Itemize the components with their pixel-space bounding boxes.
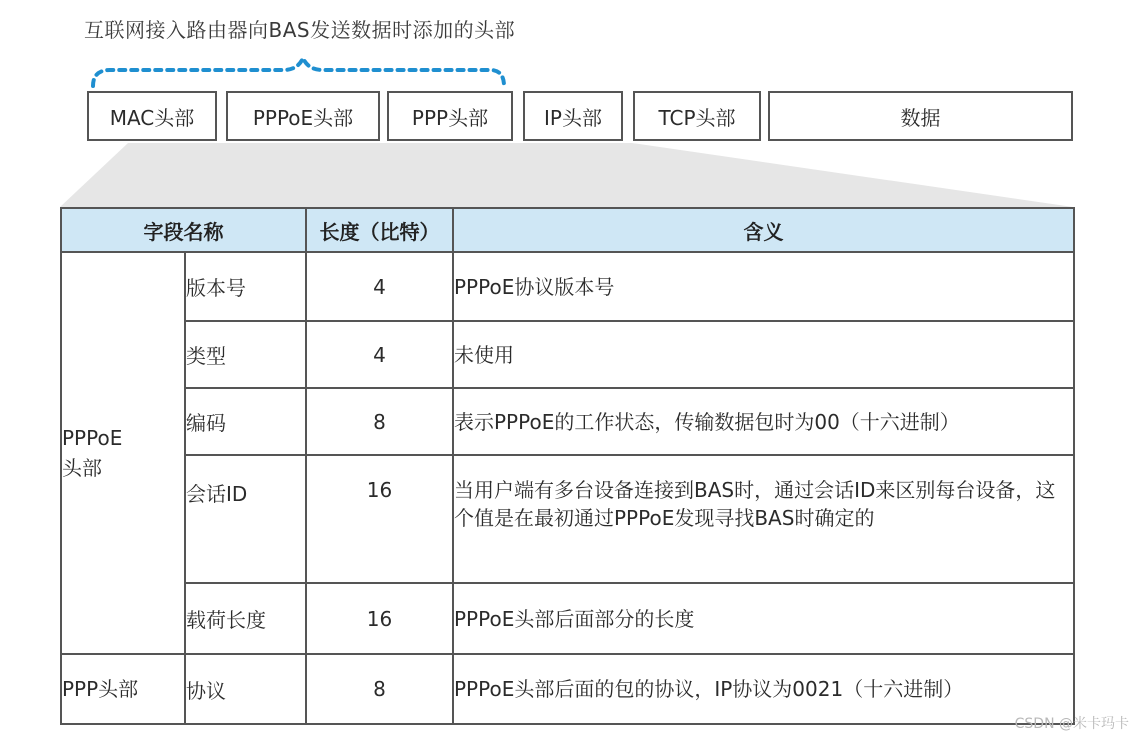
header-field-name: 字段名称 <box>61 208 306 252</box>
header-box-ppp: PPP头部 <box>387 91 513 141</box>
field-length: 8 <box>306 388 453 455</box>
header-box-pppoe: PPPoE头部 <box>226 91 380 141</box>
field-meaning: PPPoE头部后面的包的协议，IP协议为0021（十六进制） <box>453 654 1074 724</box>
field-length: 16 <box>306 455 453 583</box>
group-label-pppoe-text: PPPoE 头部 <box>62 426 123 480</box>
diagram-caption: 互联网接入路由器向BAS发送数据时添加的头部 <box>84 18 516 42</box>
field-name: 会话ID <box>185 455 306 583</box>
group-label-ppp: PPP头部 <box>61 654 185 724</box>
field-length: 16 <box>306 583 453 654</box>
table-row <box>61 388 1074 455</box>
table-row <box>61 252 1074 321</box>
field-name: 载荷长度 <box>185 583 306 654</box>
field-meaning: PPPoE协议版本号 <box>453 252 1074 321</box>
table-row <box>61 583 1074 654</box>
header-box-ip: IP头部 <box>523 91 623 141</box>
field-length: 8 <box>306 654 453 724</box>
field-name: 协议 <box>185 654 306 724</box>
group-label-pppoe <box>61 252 185 654</box>
header-meaning: 含义 <box>453 208 1074 252</box>
field-name: 版本号 <box>185 252 306 321</box>
table-row <box>61 654 1074 724</box>
header-length: 长度（比特） <box>306 208 453 252</box>
table-row <box>61 455 1074 583</box>
field-length: 4 <box>306 321 453 388</box>
header-box-mac: MAC头部 <box>87 91 217 141</box>
table-header-row <box>61 208 1074 252</box>
field-length: 4 <box>306 252 453 321</box>
field-meaning: 当用户端有多台设备连接到BAS时，通过会话ID来区别每台设备，这个值是在最初通过PPPoE发现寻找BAS时确定的 <box>453 455 1074 583</box>
header-box-data: 数据 <box>768 91 1073 141</box>
table-row <box>61 321 1074 388</box>
field-name: 类型 <box>185 321 306 388</box>
pppoe-field-table <box>60 207 1075 725</box>
field-name: 编码 <box>185 388 306 455</box>
field-meaning: 未使用 <box>453 321 1074 388</box>
watermark: CSDN @米卡玛卡 <box>1014 716 1129 732</box>
field-meaning: PPPoE头部后面部分的长度 <box>453 583 1074 654</box>
field-meaning: 表示PPPoE的工作状态，传输数据包时为00（十六进制） <box>453 388 1074 455</box>
header-box-tcp: TCP头部 <box>633 91 761 141</box>
